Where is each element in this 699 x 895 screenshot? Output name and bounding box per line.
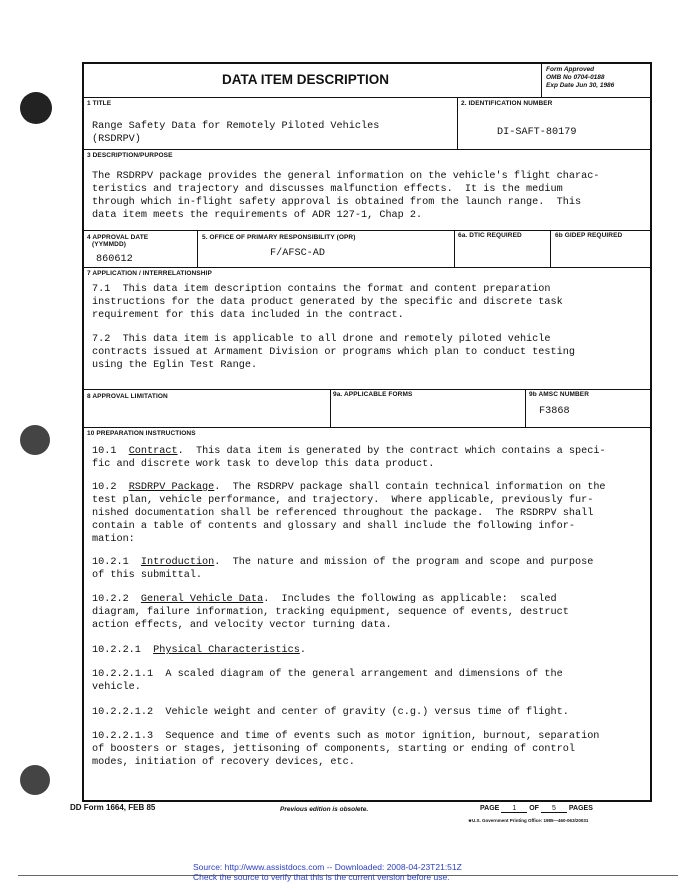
page-number: 1 — [501, 805, 527, 813]
approval-date-format: (YYMMDD) — [92, 241, 127, 248]
section-10-2-2-1-1-line2: vehicle. — [92, 682, 141, 693]
description-purpose-label: 3 DESCRIPTION/PURPOSE — [87, 152, 173, 159]
gidep-required-label: 6b GIDEP REQUIRED — [555, 232, 623, 239]
section-10-2-2-line2: diagram, failure information, tracking equipment, sequence of events, destruct — [92, 607, 569, 618]
title-value-line1: Range Safety Data for Remotely Piloted Vehicles — [92, 121, 380, 132]
application-p2-line3: using the Eglin Test Range. — [92, 360, 258, 371]
section-10-2-2-1: 10.2.2.1 Physical Characteristics. — [92, 645, 306, 656]
approval-date-value: 860612 — [96, 254, 133, 265]
title-label: 1 TITLE — [87, 100, 112, 107]
dtic-required-label: 6a. DTIC REQUIRED — [458, 232, 522, 239]
section-10-2-line1: 10.2 RSDRPV Package. The RSDRPV package shall contain technical information on the — [92, 482, 606, 493]
application-p1-line2: instructions for the data product generated by the specific and discrete task — [92, 297, 563, 308]
section-10-2-1-line1: 10.2.1 Introduction. The nature and mission of the program and scope and purpose — [92, 557, 594, 568]
punch-hole-bottom — [20, 765, 50, 795]
section-10-2-line5: mation: — [92, 534, 135, 545]
approval-limitation-label: 8 APPROVAL LIMITATION — [87, 393, 168, 400]
amsc-number-value: F3868 — [539, 406, 570, 417]
identification-number-value: DI-SAFT-80179 — [497, 127, 577, 138]
gpo-imprint: ★U.S. Government Printing Office: 1985—460-063/20031 — [468, 818, 589, 823]
approval-date-label: 4 APPROVAL DATE — [87, 234, 149, 241]
application-p2-line1: 7.2 This data item is applicable to all drone and remotely piloted vehicle — [92, 334, 551, 345]
identification-number-label: 2. IDENTIFICATION NUMBER — [461, 100, 553, 107]
section-10-2-line2: test plan, vehicle performance, and trajectory. Where applicable, previously fur- — [92, 495, 594, 506]
preparation-instructions-label: 10 PREPARATION INSTRUCTIONS — [87, 430, 196, 437]
punch-hole-middle — [20, 425, 50, 455]
form-title: DATA ITEM DESCRIPTION — [222, 72, 389, 87]
page-counter: PAGE 1 OF 5 PAGES — [480, 805, 593, 812]
verify-footer: Check the source to verify that this is the current version before use. — [193, 872, 450, 882]
description-line-1: The RSDRPV package provides the general information on the vehicle's flight charac- — [92, 171, 600, 182]
description-line-3: through which in-flight safety approval is obtained from the launch range. This — [92, 197, 582, 208]
application-p1-line3: requirement for this data included in the contract. — [92, 310, 404, 321]
application-label: 7 APPLICATION / INTERRELATIONSHIP — [87, 270, 212, 277]
expiration-date: Exp Date Jun 30, 1986 — [546, 82, 615, 89]
title-value-line2: (RSDRPV) — [92, 134, 141, 145]
applicable-forms-label: 9a. APPLICABLE FORMS — [333, 391, 413, 398]
description-line-2: teristics and trajectory and discusses malfunction effects. It is the medium — [92, 184, 563, 195]
section-10-2-2-line3: action effects, and velocity vector turning data. — [92, 620, 392, 631]
opr-label: 5. OFFICE OF PRIMARY RESPONSIBILITY (OPR) — [202, 234, 356, 241]
previous-edition-note: Previous edition is obsolete. — [280, 806, 369, 813]
section-10-2-2-line1: 10.2.2 General Vehicle Data. Includes the following as applicable: scaled — [92, 594, 557, 605]
section-10-2-1-line2: of this submittal. — [92, 570, 203, 581]
section-10-2-line4: contain a table of contents and glossary and shall include the following infor- — [92, 521, 575, 532]
section-10-2-2-1-2: 10.2.2.1.2 Vehicle weight and center of gravity (c.g.) versus time of flight. — [92, 707, 569, 718]
section-10-1-line2: fic and discrete work task to develop this data product. — [92, 459, 435, 470]
application-p1-line1: 7.1 This data item description contains the format and content preparation — [92, 284, 551, 295]
source-footer: Source: http://www.assistdocs.com -- Downloaded: 2008-04-23T21:51Z — [193, 862, 462, 872]
section-10-2-2-1-3-line2: of boosters or stages, jettisoning of components, starting or ending of control — [92, 744, 575, 755]
form-number: DD Form 1664, FEB 85 — [70, 803, 156, 812]
application-p2-line2: contracts issued at Armament Division or programs which plan to conduct testing — [92, 347, 575, 358]
description-line-4: data item meets the requirements of ADR 127-1, Chap 2. — [92, 210, 423, 221]
section-10-2-2-1-1-line1: 10.2.2.1.1 A scaled diagram of the general arrangement and dimensions of the — [92, 669, 563, 680]
section-10-2-2-1-3-line3: modes, initiation of recovery devices, etc. — [92, 757, 355, 768]
section-10-2-2-1-3-line1: 10.2.2.1.3 Sequence and time of events such as motor ignition, burnout, separation — [92, 731, 600, 742]
opr-value: F/AFSC-AD — [270, 248, 326, 259]
section-10-2-line3: nished documentation shall be referenced throughout the package. The RSDRPV shall — [92, 508, 594, 519]
form-approved-label: Form Approved — [546, 66, 595, 73]
page-total: 5 — [541, 805, 567, 813]
amsc-number-label: 9b AMSC NUMBER — [529, 391, 590, 398]
section-10-1-line1: 10.1 Contract. This data item is generated by the contract which contains a speci- — [92, 446, 606, 457]
punch-hole-top — [20, 92, 52, 124]
omb-number: OMB No 0704-0188 — [546, 74, 605, 81]
